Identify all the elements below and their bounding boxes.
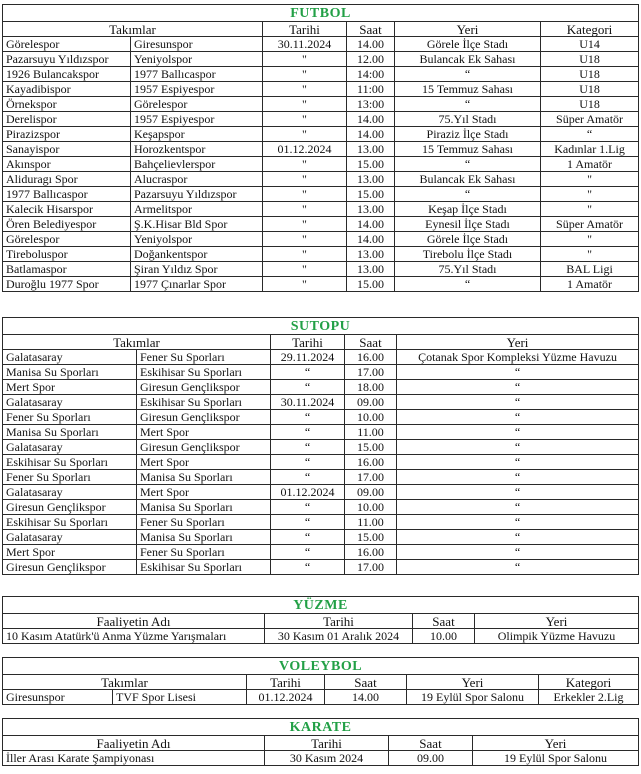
yuzme-header-yeri: Yeri xyxy=(475,614,639,629)
table-cell: 15 Temmuz Sahası xyxy=(395,142,541,157)
table-cell: “ xyxy=(397,440,639,455)
table-cell: Tirebolu İlçe Stadı xyxy=(395,247,541,262)
table-cell: 11.00 xyxy=(345,515,397,530)
table-cell: 14.00 xyxy=(347,217,395,232)
table-row xyxy=(3,440,639,455)
table-cell: 13.00 xyxy=(347,202,395,217)
table-row xyxy=(3,247,639,262)
table-cell: Aliduragı Spor xyxy=(3,172,131,187)
section-gap xyxy=(0,305,641,317)
table-cell: 16.00 xyxy=(345,350,397,365)
table-cell: “ xyxy=(271,515,345,530)
table-cell: Fener Su Sporları xyxy=(3,470,137,485)
table-cell: 30 Kasım 2024 xyxy=(265,751,389,766)
table-row xyxy=(3,751,639,766)
table-cell: “ xyxy=(397,455,639,470)
table-cell: 75.Yıl Stadı xyxy=(395,262,541,277)
table-row xyxy=(3,172,639,187)
table-row xyxy=(3,500,639,515)
table-cell: 16.00 xyxy=(345,455,397,470)
table-cell: Keşapspor xyxy=(131,127,263,142)
table-cell: U18 xyxy=(541,97,639,112)
table-cell: 10 Kasım Atatürk'ü Anma Yüzme Yarışmaları xyxy=(3,629,265,644)
table-cell: “ xyxy=(397,410,639,425)
table-cell: 13.00 xyxy=(347,172,395,187)
table-row xyxy=(3,455,639,470)
table-cell: Süper Amatör xyxy=(541,112,639,127)
table-row xyxy=(3,202,639,217)
table-cell: “ xyxy=(397,365,639,380)
table-cell: 10.00 xyxy=(413,629,475,644)
table-cell: Derelispor xyxy=(3,112,131,127)
table-cell: “ xyxy=(397,545,639,560)
table-row xyxy=(3,470,639,485)
table-cell: 15.00 xyxy=(345,530,397,545)
table-cell: 01.12.2024 xyxy=(247,690,325,705)
yuzme-title: YÜZME xyxy=(3,597,639,614)
table-row xyxy=(3,560,639,575)
voleybol-header-takimlar: Takımlar xyxy=(3,675,247,690)
table-cell: " xyxy=(263,127,347,142)
table-cell: 19 Eylül Spor Salonu xyxy=(407,690,539,705)
futbol-title: FUTBOL xyxy=(3,5,639,22)
table-cell: 19 Eylül Spor Salonu xyxy=(473,751,639,766)
karate-header-saat: Saat xyxy=(389,736,473,751)
futbol-header-saat: Saat xyxy=(347,22,395,37)
table-cell: Görelespor xyxy=(131,97,263,112)
table-cell: Eskihisar Su Sporları xyxy=(137,560,271,575)
table-cell: “ xyxy=(397,395,639,410)
table-cell: 17.00 xyxy=(345,365,397,380)
futbol-header-tarihi: Tarihi xyxy=(263,22,347,37)
karate-header-tarihi: Tarihi xyxy=(265,736,389,751)
table-cell: " xyxy=(263,187,347,202)
table-cell: 13:00 xyxy=(347,97,395,112)
table-cell: “ xyxy=(397,380,639,395)
table-cell: 16.00 xyxy=(345,545,397,560)
table-row xyxy=(3,217,639,232)
table-cell: Eskihisar Su Sporları xyxy=(3,515,137,530)
table-cell: 11.00 xyxy=(345,425,397,440)
table-cell: Doğankentspor xyxy=(131,247,263,262)
table-cell: Giresun Gençlikspor xyxy=(3,500,137,515)
table-cell: Pazarsuyu Yıldızspor xyxy=(3,52,131,67)
table-cell: “ xyxy=(395,97,541,112)
table-cell: “ xyxy=(397,515,639,530)
table-cell: 09.00 xyxy=(345,395,397,410)
table-cell: Kayadibispor xyxy=(3,82,131,97)
table-cell: Görelespor xyxy=(3,232,131,247)
table-row xyxy=(3,142,639,157)
table-cell: “ xyxy=(397,500,639,515)
table-cell: Armelitspor xyxy=(131,202,263,217)
table-row xyxy=(3,545,639,560)
table-row xyxy=(3,157,639,172)
table-cell: Erkekler 2.Lig xyxy=(539,690,639,705)
table-cell: Batlamaspor xyxy=(3,262,131,277)
table-cell: " xyxy=(263,232,347,247)
table-cell: " xyxy=(541,232,639,247)
table-cell: Ş.K.Hisar Bld Spor xyxy=(131,217,263,232)
table-cell: Mert Spor xyxy=(3,545,137,560)
table-row xyxy=(3,277,639,292)
futbol-table xyxy=(2,4,639,292)
table-cell: " xyxy=(263,67,347,82)
table-row xyxy=(3,127,639,142)
table-cell: 14.00 xyxy=(347,127,395,142)
table-cell: " xyxy=(263,97,347,112)
table-cell: Giresun Gençlikspor xyxy=(137,380,271,395)
table-cell: 1957 Espiyespor xyxy=(131,82,263,97)
yuzme-header-tarihi: Tarihi xyxy=(265,614,413,629)
table-cell: 15.00 xyxy=(347,277,395,292)
table-cell: Galatasaray xyxy=(3,395,137,410)
table-cell: Eskihisar Su Sporları xyxy=(3,455,137,470)
table-cell: Sanayispor xyxy=(3,142,131,157)
sutopu-header-yeri: Yeri xyxy=(397,335,639,350)
table-cell: " xyxy=(263,217,347,232)
table-cell: Örnekspor xyxy=(3,97,131,112)
voleybol-header-kategori: Kategori xyxy=(539,675,639,690)
table-cell: Giresun Gençlikspor xyxy=(3,560,137,575)
table-cell: 1977 Ballıcaspor xyxy=(3,187,131,202)
table-cell: 29.11.2024 xyxy=(271,350,345,365)
table-row xyxy=(3,350,639,365)
table-cell: 12.00 xyxy=(347,52,395,67)
table-cell: Fener Su Sporları xyxy=(137,515,271,530)
table-cell: 15 Temmuz Sahası xyxy=(395,82,541,97)
table-cell: Pirazizspor xyxy=(3,127,131,142)
table-cell: U14 xyxy=(541,37,639,52)
table-row xyxy=(3,52,639,67)
table-cell: Galatasaray xyxy=(3,440,137,455)
voleybol-title: VOLEYBOL xyxy=(3,658,639,675)
table-cell: “ xyxy=(271,440,345,455)
table-cell: Pazarsuyu Yıldızspor xyxy=(131,187,263,202)
table-cell: Mert Spor xyxy=(137,485,271,500)
table-cell: 10.00 xyxy=(345,500,397,515)
table-cell: " xyxy=(263,52,347,67)
table-cell: “ xyxy=(395,187,541,202)
table-cell: Manisa Su Sporları xyxy=(3,365,137,380)
table-cell: Görele İlçe Stadı xyxy=(395,232,541,247)
table-cell: " xyxy=(541,187,639,202)
table-cell: 1957 Espiyespor xyxy=(131,112,263,127)
table-cell: Yeniyolspor xyxy=(131,52,263,67)
table-cell: 30.11.2024 xyxy=(263,37,347,52)
sutopu-header-takimlar: Takımlar xyxy=(3,335,271,350)
table-cell: 13.00 xyxy=(347,247,395,262)
table-row xyxy=(3,97,639,112)
table-cell: Görelespor xyxy=(3,37,131,52)
table-cell: Giresunspor xyxy=(3,690,113,705)
table-cell: 14.00 xyxy=(347,232,395,247)
table-cell: Kadınlar 1.Lig xyxy=(541,142,639,157)
voleybol-table xyxy=(2,657,639,705)
table-cell: 01.12.2024 xyxy=(271,485,345,500)
table-cell: 1977 Çınarlar Spor xyxy=(131,277,263,292)
sutopu-header-tarihi: Tarihi xyxy=(271,335,345,350)
table-cell: Horozkentspor xyxy=(131,142,263,157)
table-cell: " xyxy=(263,202,347,217)
table-row xyxy=(3,187,639,202)
karate-table xyxy=(2,718,639,766)
table-cell: U18 xyxy=(541,52,639,67)
table-row xyxy=(3,410,639,425)
table-cell: “ xyxy=(397,425,639,440)
table-cell: U18 xyxy=(541,82,639,97)
table-cell: “ xyxy=(271,410,345,425)
table-row xyxy=(3,690,639,705)
table-cell: Süper Amatör xyxy=(541,217,639,232)
table-cell: 30 Kasım 01 Aralık 2024 xyxy=(265,629,413,644)
table-cell: 1977 Ballıcaspor xyxy=(131,67,263,82)
table-cell: “ xyxy=(395,157,541,172)
table-cell: Ören Belediyespor xyxy=(3,217,131,232)
table-cell: Fener Su Sporları xyxy=(137,545,271,560)
table-cell: Manisa Su Sporları xyxy=(3,425,137,440)
table-cell: Galatasaray xyxy=(3,530,137,545)
table-cell: Yeniyolspor xyxy=(131,232,263,247)
table-row xyxy=(3,629,639,644)
table-cell: “ xyxy=(395,67,541,82)
table-cell: “ xyxy=(271,455,345,470)
table-cell: “ xyxy=(271,470,345,485)
table-cell: 1 Amatör xyxy=(541,157,639,172)
table-cell: Mert Spor xyxy=(3,380,137,395)
table-cell: " xyxy=(541,202,639,217)
table-cell: “ xyxy=(397,560,639,575)
table-cell: Şiran Yıldız Spor xyxy=(131,262,263,277)
yuzme-table xyxy=(2,596,639,644)
table-cell: 18.00 xyxy=(345,380,397,395)
table-cell: Giresun Gençlikspor xyxy=(137,410,271,425)
table-row xyxy=(3,425,639,440)
table-cell: 75.Yıl Stadı xyxy=(395,112,541,127)
table-cell: Eskihisar Su Sporları xyxy=(137,395,271,410)
table-cell: " xyxy=(541,172,639,187)
table-row xyxy=(3,395,639,410)
voleybol-header-yeri: Yeri xyxy=(407,675,539,690)
table-cell: Fener Su Sporları xyxy=(3,410,137,425)
table-cell: Eskihisar Su Sporları xyxy=(137,365,271,380)
table-cell: 14.00 xyxy=(347,112,395,127)
table-cell: " xyxy=(263,277,347,292)
table-cell: “ xyxy=(397,485,639,500)
table-cell: Bahçelievlerspor xyxy=(131,157,263,172)
table-cell: “ xyxy=(397,470,639,485)
table-cell: Galatasaray xyxy=(3,350,137,365)
table-cell: Fener Su Sporları xyxy=(137,350,271,365)
futbol-header-takimlar: Takımlar xyxy=(3,22,263,37)
table-cell: TVF Spor Lisesi xyxy=(113,690,247,705)
table-cell: “ xyxy=(397,530,639,545)
table-cell: 1 Amatör xyxy=(541,277,639,292)
table-cell: 14.00 xyxy=(347,37,395,52)
table-row xyxy=(3,530,639,545)
table-cell: Kalecik Hisarspor xyxy=(3,202,131,217)
table-cell: Giresunspor xyxy=(131,37,263,52)
table-row xyxy=(3,82,639,97)
table-cell: Mert Spor xyxy=(137,425,271,440)
table-cell: Eynesil İlçe Stadı xyxy=(395,217,541,232)
table-cell: 14.00 xyxy=(325,690,407,705)
futbol-header-yeri: Yeri xyxy=(395,22,541,37)
table-cell: Manisa Su Sporları xyxy=(137,530,271,545)
table-cell: 15.00 xyxy=(345,440,397,455)
table-cell: 11:00 xyxy=(347,82,395,97)
table-cell: 13.00 xyxy=(347,142,395,157)
table-cell: “ xyxy=(271,365,345,380)
table-row xyxy=(3,112,639,127)
table-cell: BAL Ligi xyxy=(541,262,639,277)
table-cell: 17.00 xyxy=(345,470,397,485)
table-cell: “ xyxy=(271,500,345,515)
sutopu-header-saat: Saat xyxy=(345,335,397,350)
table-cell: “ xyxy=(271,425,345,440)
table-cell: " xyxy=(263,247,347,262)
sutopu-table xyxy=(2,317,639,575)
table-cell: 1926 Bulancakspor xyxy=(3,67,131,82)
table-cell: Çotanak Spor Kompleksi Yüzme Havuzu xyxy=(397,350,639,365)
table-row xyxy=(3,485,639,500)
table-cell: Olimpik Yüzme Havuzu xyxy=(475,629,639,644)
table-cell: " xyxy=(263,172,347,187)
table-row xyxy=(3,232,639,247)
yuzme-header-saat: Saat xyxy=(413,614,475,629)
table-row xyxy=(3,262,639,277)
table-cell: “ xyxy=(541,127,639,142)
table-cell: " xyxy=(263,157,347,172)
table-cell: 15.00 xyxy=(347,157,395,172)
table-cell: Piraziz İlçe Stadı xyxy=(395,127,541,142)
table-cell: " xyxy=(263,262,347,277)
table-cell: 09.00 xyxy=(345,485,397,500)
table-cell: Manisa Su Sporları xyxy=(137,500,271,515)
table-cell: “ xyxy=(271,560,345,575)
table-cell: Giresun Gençlikspor xyxy=(137,440,271,455)
table-cell: 14:00 xyxy=(347,67,395,82)
table-row xyxy=(3,37,639,52)
table-cell: U18 xyxy=(541,67,639,82)
karate-header-faaliyet: Faaliyetin Adı xyxy=(3,736,265,751)
table-cell: Duroğlu 1977 Spor xyxy=(3,277,131,292)
table-cell: " xyxy=(541,247,639,262)
yuzme-header-faaliyet: Faaliyetin Adı xyxy=(3,614,265,629)
table-row xyxy=(3,67,639,82)
table-cell: Manisa Su Sporları xyxy=(137,470,271,485)
table-cell: Tireboluspor xyxy=(3,247,131,262)
voleybol-header-saat: Saat xyxy=(325,675,407,690)
table-cell: Görele İlçe Stadı xyxy=(395,37,541,52)
table-cell: 13.00 xyxy=(347,262,395,277)
table-row xyxy=(3,365,639,380)
table-cell: 01.12.2024 xyxy=(263,142,347,157)
table-cell: Bulancak Ek Sahası xyxy=(395,172,541,187)
table-cell: Akınspor xyxy=(3,157,131,172)
table-cell: Mert Spor xyxy=(137,455,271,470)
karate-header-yeri: Yeri xyxy=(473,736,639,751)
table-cell: Galatasaray xyxy=(3,485,137,500)
table-cell: 30.11.2024 xyxy=(271,395,345,410)
table-cell: İller Arası Karate Şampiyonası xyxy=(3,751,265,766)
table-row xyxy=(3,515,639,530)
futbol-header-kategori: Kategori xyxy=(541,22,639,37)
voleybol-header-tarihi: Tarihi xyxy=(247,675,325,690)
table-cell: 09.00 xyxy=(389,751,473,766)
table-row xyxy=(3,380,639,395)
karate-title: KARATE xyxy=(3,719,639,736)
table-cell: Alucraspor xyxy=(131,172,263,187)
table-cell: “ xyxy=(271,530,345,545)
table-cell: Keşap İlçe Stadı xyxy=(395,202,541,217)
table-cell: “ xyxy=(395,277,541,292)
table-cell: 15.00 xyxy=(347,187,395,202)
sutopu-title: SUTOPU xyxy=(3,318,639,335)
table-cell: Bulancak Ek Sahası xyxy=(395,52,541,67)
table-cell: " xyxy=(263,112,347,127)
table-cell: 10.00 xyxy=(345,410,397,425)
table-cell: “ xyxy=(271,380,345,395)
table-cell: " xyxy=(263,82,347,97)
table-cell: “ xyxy=(271,545,345,560)
table-cell: 17.00 xyxy=(345,560,397,575)
